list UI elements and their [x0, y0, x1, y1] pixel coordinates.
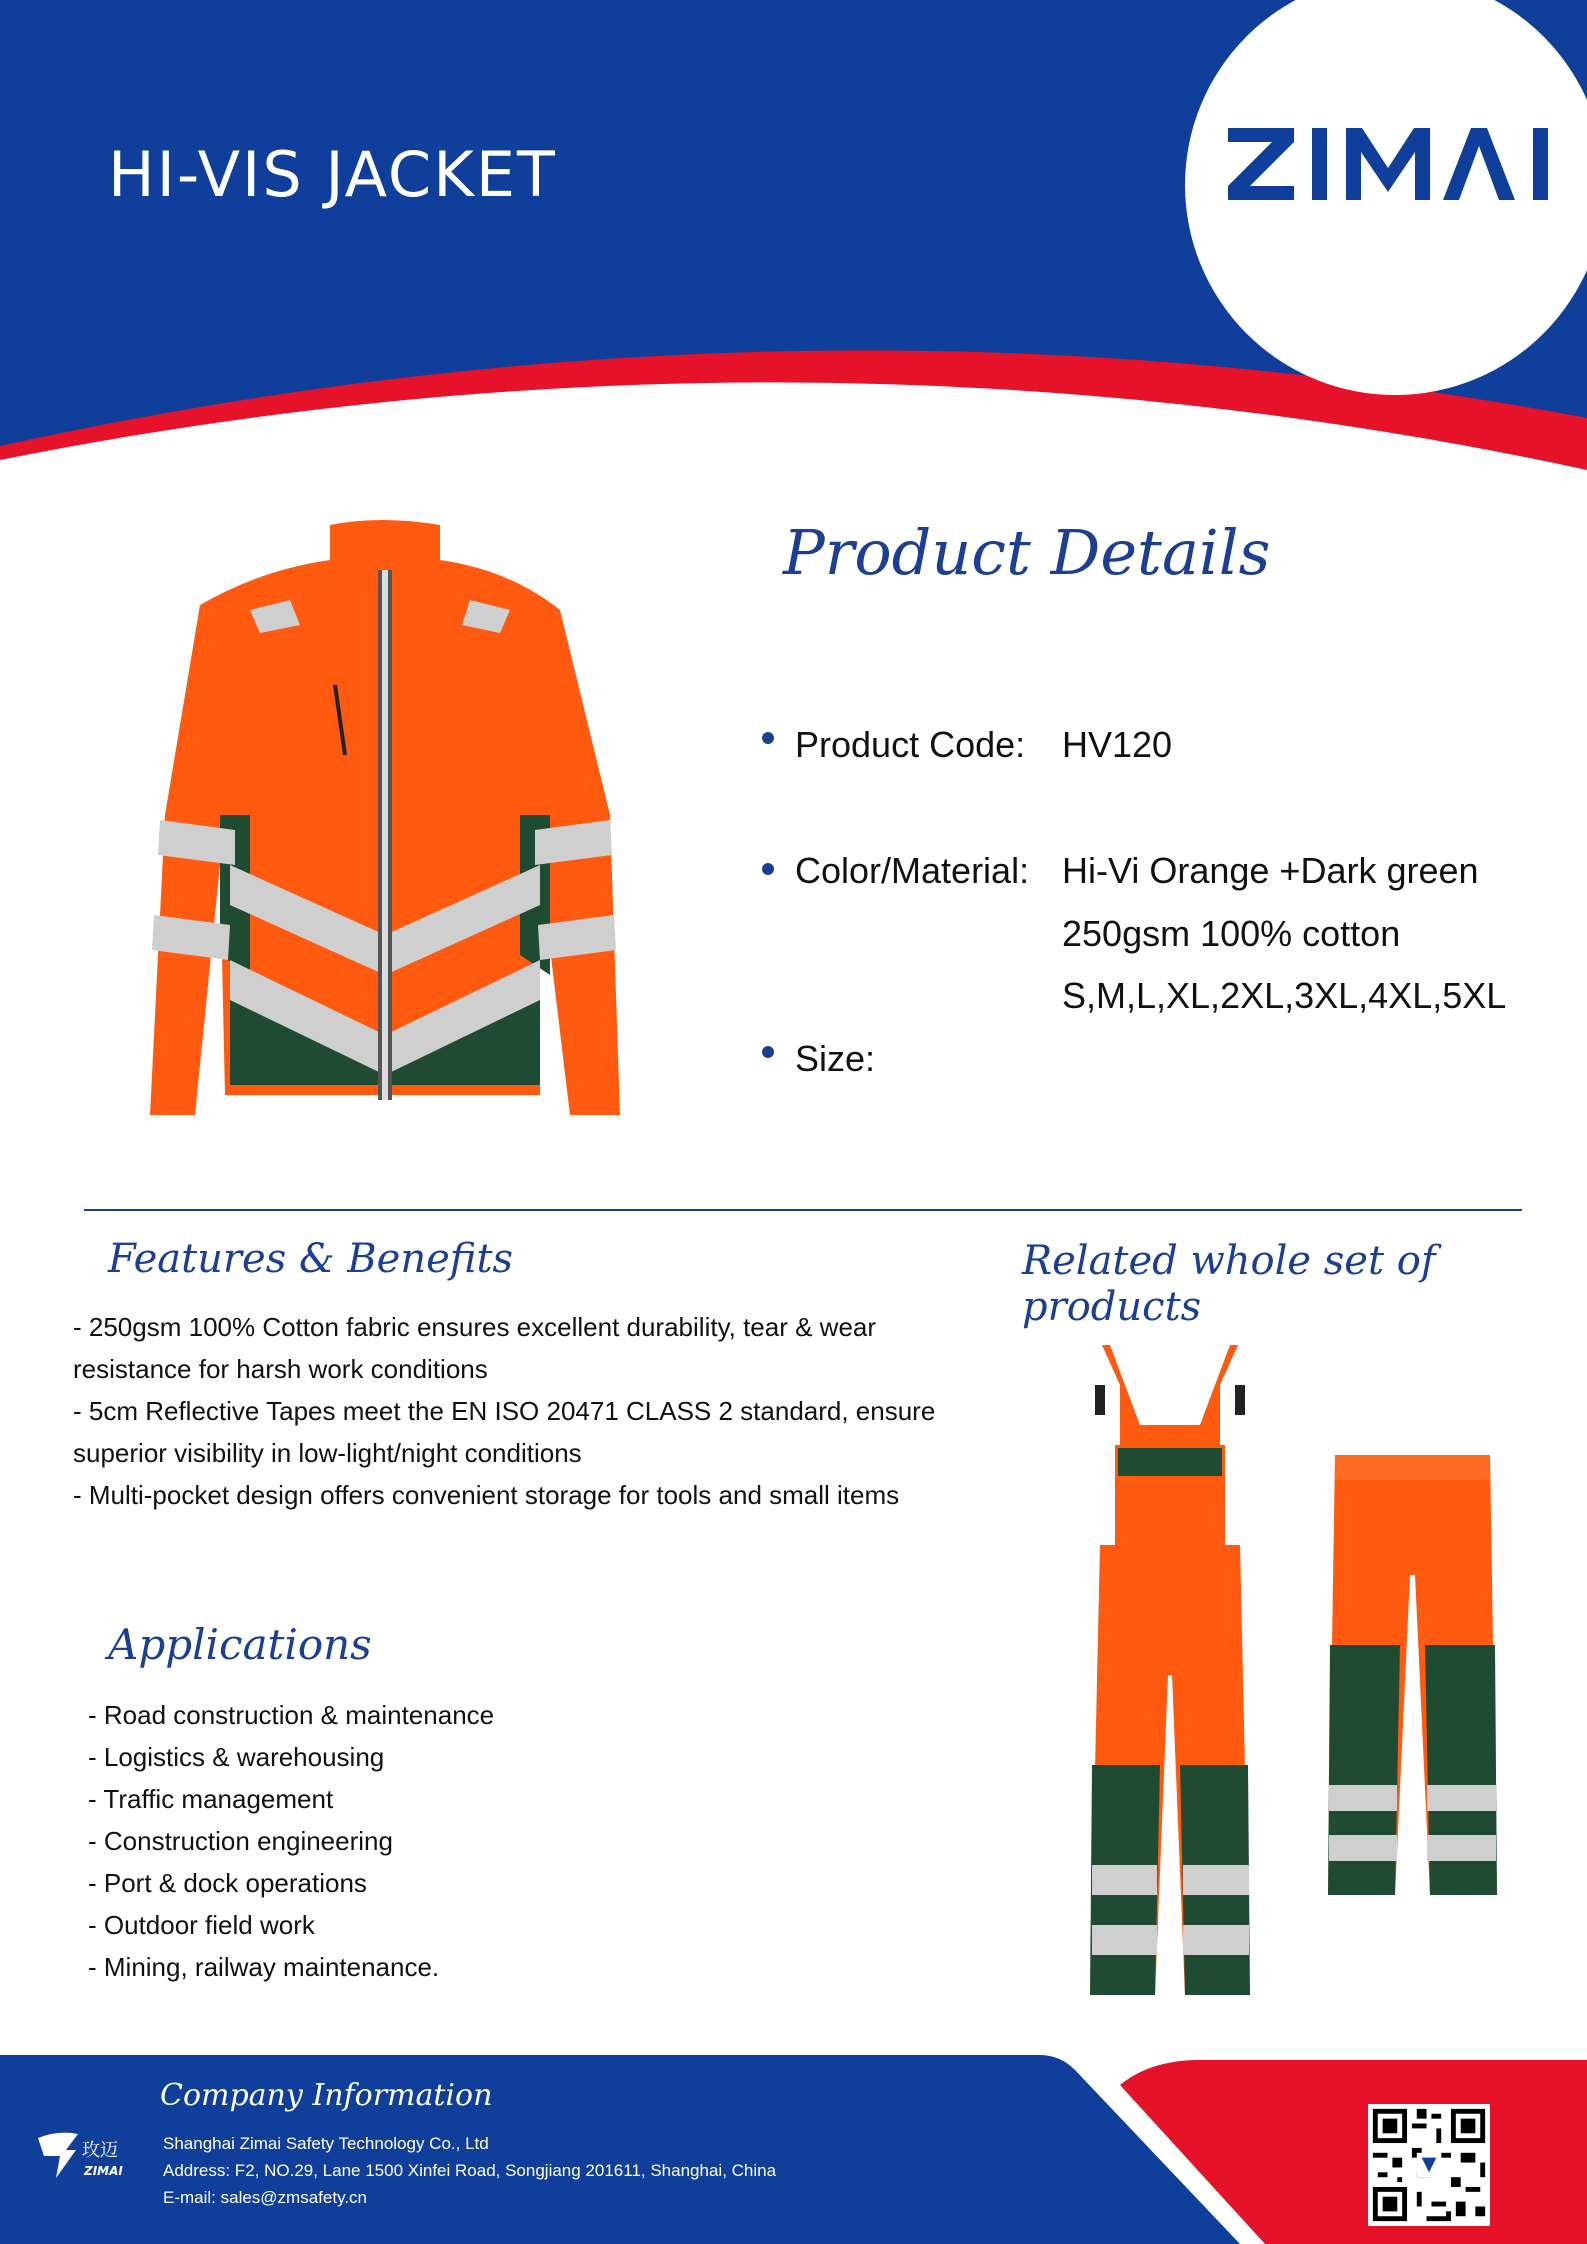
applications-title: Applications: [108, 1620, 372, 1669]
related-products-title: Related whole set of products: [1022, 1238, 1436, 1330]
applications-list: [88, 1694, 494, 1988]
application-item: - Outdoor field work: [88, 1910, 315, 1940]
size-label: Size:: [795, 1038, 876, 1079]
company-address: Address: F2, NO.29, Lane 1500 Xinfei Road, Songjiang 201611, Shanghai, China: [163, 2161, 777, 2180]
company-email: E-mail: sales@zmsafety.cn: [163, 2188, 367, 2207]
application-item: - Traffic management: [88, 1784, 334, 1814]
feature-line: - Multi-pocket design offers convenient storage for tools and small items: [73, 1480, 900, 1510]
section-divider: [84, 1209, 1522, 1211]
application-item: - Logistics & warehousing: [88, 1742, 385, 1772]
product-code-label: Product Code:: [795, 724, 1026, 765]
application-item: - Port & dock operations: [88, 1868, 367, 1898]
bullet-color: [762, 863, 774, 875]
jacket-image: [140, 515, 630, 1115]
feature-line: - 5cm Reflective Tapes meet the EN ISO 20471 CLASS 2 standard, ensure: [73, 1396, 936, 1426]
header-background: [0, 0, 1587, 470]
bib-overalls-image: [1080, 1345, 1260, 2000]
features-title: Features & Benefits: [108, 1236, 514, 1282]
footer-logo-en: ZIMAI: [84, 2164, 123, 2178]
application-item: - Road construction & maintenance: [88, 1700, 495, 1730]
size-value: S,M,L,XL,2XL,3XL,4XL,5XL: [1062, 975, 1507, 1016]
feature-line: resistance for harsh work conditions: [73, 1354, 488, 1384]
footer-logo-cn: 玫迈: [82, 2140, 118, 2161]
application-item: - Mining, railway maintenance.: [88, 1952, 440, 1982]
feature-line: - 250gsm 100% Cotton fabric ensures excellent durability, tear & wear: [73, 1312, 877, 1342]
feature-line: superior visibility in low-light/night conditions: [73, 1438, 582, 1468]
color-material-label: Color/Material:: [795, 850, 1030, 891]
qr-code[interactable]: [1368, 2104, 1490, 2226]
product-code-value: HV120: [1062, 724, 1173, 765]
trousers-image: [1325, 1455, 1500, 1895]
features-list: [73, 1306, 1003, 1516]
color-value: Hi-Vi Orange +Dark green: [1062, 850, 1479, 891]
bullet-code: [762, 732, 774, 744]
bullet-size: [762, 1046, 774, 1058]
company-name: Shanghai Zimai Safety Technology Co., Ltd: [163, 2134, 489, 2153]
product-details-title: Product Details: [783, 516, 1271, 589]
material-value: 250gsm 100% cotton: [1062, 913, 1401, 954]
footer-logo-icon: [36, 2130, 80, 2180]
company-info-title: Company Information: [160, 2078, 493, 2113]
zimai-logo: [1228, 128, 1550, 204]
document-title: HI-VIS JACKET: [108, 138, 557, 211]
application-item: - Construction engineering: [88, 1826, 393, 1856]
